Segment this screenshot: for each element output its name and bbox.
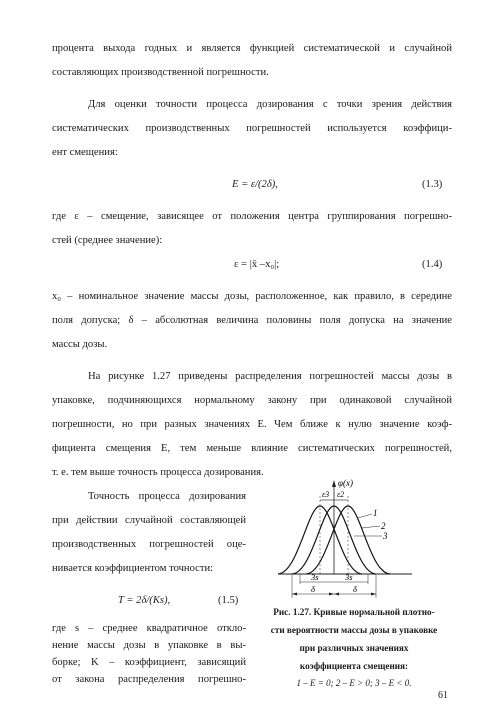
text-line: от закона распределения погрешно- — [52, 674, 246, 685]
epsilon-2-label: ε2 — [337, 490, 345, 499]
arrowhead — [334, 593, 339, 596]
text-line: составляющих производственной погрешности. — [52, 67, 269, 78]
equation-1-3: E = ε/(2δ), — [232, 179, 278, 190]
figure-caption-line: коэффициента смещения: — [299, 661, 409, 671]
text-line: ент смещения: — [52, 147, 118, 158]
y-axis-label: φ(x) — [338, 478, 353, 488]
equation-number: (1.5) — [218, 595, 239, 606]
page-number: 61 — [438, 690, 448, 701]
curve-label-3: 3 — [383, 531, 388, 541]
dim-delta-label-left: δ — [311, 584, 315, 594]
arrowhead — [292, 593, 297, 596]
equation-1-4: ε = |x̄ –x₀|; — [234, 259, 280, 270]
figure-caption-line: при различных значениях — [299, 643, 409, 653]
leader-2 — [362, 526, 380, 528]
figure-caption-line: Рис. 1.27. Кривые нормальной плотно- — [273, 607, 435, 617]
dim-delta-label-right: δ — [353, 584, 357, 594]
text-line: процента выхода годных и является функцией систематической и случайной — [52, 43, 452, 54]
text-line: погрешности, но при разных значениях E. Чем ближе к нулю значение коэф- — [52, 419, 452, 430]
text-line: фициента смещения E, тем меньше влияние систематических погрешностей, — [52, 443, 452, 454]
text-line: систематических производственных погрешностей используется коэффици- — [52, 123, 452, 134]
text-line: борке; K – коэффициент, зависящий — [52, 657, 246, 668]
leader-1 — [358, 514, 372, 518]
text-line: производственных погрешностей оце- — [52, 539, 246, 550]
figure-caption-line: сти вероятности массы дозы в упаковке — [270, 625, 438, 635]
text-line: где ε – смещение, зависящее от положения центра группирования погрешно- — [52, 211, 452, 222]
text-line: Точность процесса дозирования — [88, 491, 246, 502]
text-line: при действии случайной составляющей — [52, 515, 246, 526]
text-line: нение массы дозы в упаковке в вы- — [52, 640, 246, 651]
text-line: стей (среднее значение): — [52, 235, 163, 246]
text-line: нивается коэффициентом точности: — [52, 563, 214, 574]
y-axis-arrow — [332, 480, 336, 487]
epsilon-3-label: ε3 — [322, 490, 330, 499]
text-line: массы дозы. — [52, 339, 108, 350]
arrowhead — [371, 593, 376, 596]
figure-1-27-normal-curves — [262, 474, 462, 602]
equation-number: (1.3) — [422, 179, 443, 190]
arrowhead — [329, 593, 334, 596]
text-line: На рисунке 1.27 приведены распределения погрешностей массы дозы в — [88, 371, 452, 382]
curve-label-1: 1 — [373, 508, 378, 518]
text-line: т. е. тем выше точность процесса дозирования. — [52, 467, 264, 478]
equation-1-5: T = 2δ/(Ks), — [118, 595, 171, 606]
text-line: поля допуска; δ – абсолютная величина половины поля допуска на значение — [52, 315, 452, 326]
curve-label-2: 2 — [381, 521, 386, 531]
dim-3s-label-left: 3s — [311, 572, 319, 582]
equation-number: (1.4) — [422, 259, 443, 270]
text-line: упаковке, подчиняющихся нормальному закону при одинаковой случайной — [52, 395, 452, 406]
text-line: где s – среднее квадратичное откло- — [52, 623, 246, 634]
dim-3s-label-right: 3s — [345, 572, 353, 582]
figure-caption-legend: 1 – E = 0; 2 – E > 0; 3 – E < 0. — [296, 678, 412, 688]
text-line: Для оценки точности процесса дозирования с точки зрения действия — [88, 99, 452, 110]
text-line: x₀ – номинальное значение массы дозы, расположенное, как правило, в середине — [52, 291, 452, 302]
